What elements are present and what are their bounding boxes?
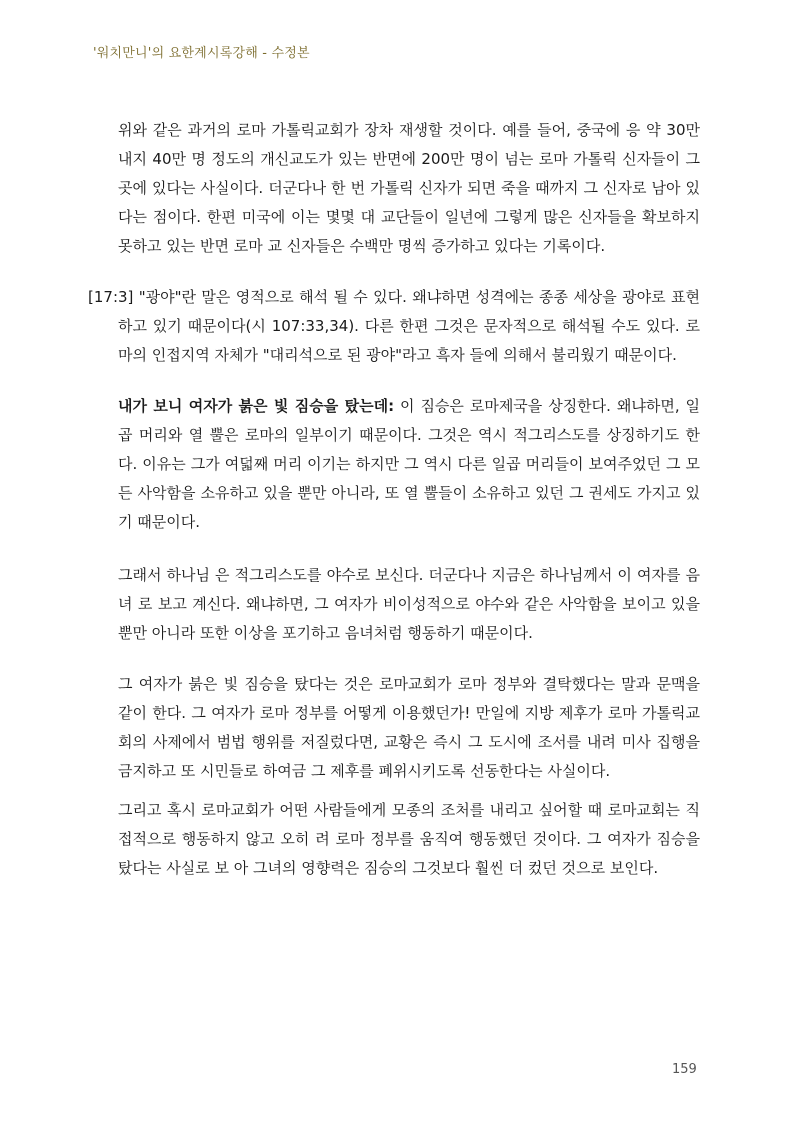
document-body bbox=[88, 116, 700, 883]
running-header: '워치만니'의 요한계시록강해 - 수정본 bbox=[93, 46, 310, 61]
paragraph-3 bbox=[88, 392, 700, 537]
paragraph-1: 위와 같은 과거의 로마 가톨릭교회가 장차 재생할 것이다. 예를 들어, 중국에 응 약 30만 내지 40만 명 정도의 개신교도가 있는 반면에 200만 명이 넘는 로마 가톨릭 신자들이 그곳에 있다는 사실이다. 더군다나 한 번 가톨릭 신자가 되면 죽을 때까지 그 신자로 남아 있다는 점이다. 한편 미국에 이는 몇몇 대 교단들이 일년에 그렇게 많은 신자들을 확보하지 못하고 있는 반면 로마 교 신자들은 수백만 명씩 증가하고 있다는 기록이다. bbox=[118, 121, 700, 255]
paragraph-3-text: 이 짐승은 로마제국을 상징한다. 왜냐하면, 일곱 머리와 열 뿔은 로마의 일부이기 때문이다. 그것은 역시 적그리스도를 상징하기도 한다. 이유는 그가 여덟째 머리 이기는 하지만 그 역시 다른 일곱 머리들이 보여주었던 그 모든 사악함을 소유하고 있을 뿐만 아니라, 또 열 뿔들이 소유하고 있던 그 권세도 가지고 있기 때문이다. bbox=[118, 397, 700, 531]
paragraph-6: 그리고 혹시 로마교회가 어떤 사람들에게 모종의 조처를 내리고 싶어할 때 로마교회는 직접적으로 행동하지 않고 오히 려 로마 정부를 움직여 행동했던 것이다. 그 여자가 짐승을 탔다는 사실로 보 아 그녀의 영향력은 짐승의 그것보다 훨씬 더 컸던 것으로 보인다. bbox=[118, 801, 700, 877]
paragraph-4: 그래서 하나님 은 적그리스도를 야수로 보신다. 더군다나 지금은 하나님께서 이 여자를 음녀 로 보고 계신다. 왜냐하면, 그 여자가 비이성적으로 야수와 같은 사악함을 보이고 있을 뿐만 아니라 또한 이상을 포기하고 음녀처럼 행동하기 때문이다. bbox=[118, 566, 700, 642]
paragraph-3-lead: 내가 보니 여자가 붉은 빛 짐승을 탔는데: bbox=[118, 397, 395, 415]
page-number: 159 bbox=[672, 1062, 697, 1077]
paragraph-2: [17:3] "광야"란 말은 영적으로 해석 될 수 있다. 왜냐하면 성격에는 종종 세상을 광야로 표현하고 있기 때문이다(시 107:33,34). 다른 한편 그것은 문자적으로 해석될 수도 있다. 로마의 인접지역 자체가 "대리석으로 된 광야"라고 흑자 들에 의해서 불리웠기 때문이다. bbox=[88, 288, 700, 364]
paragraph-5: 그 여자가 붉은 빛 짐승을 탔다는 것은 로마교회가 로마 정부와 결탁했다는 말과 문맥을 같이 한다. 그 여자가 로마 정부를 어떻게 이용했던가! 만일에 지방 제후가 로마 가톨릭교회의 사제에서 범법 행위를 저질렀다면, 교황은 즉시 그 도시에 조서를 내려 미사 집행을 금지하고 또 시민들로 하여금 그 제후를 폐위시키도록 선동한다는 사실이다. bbox=[118, 675, 700, 780]
